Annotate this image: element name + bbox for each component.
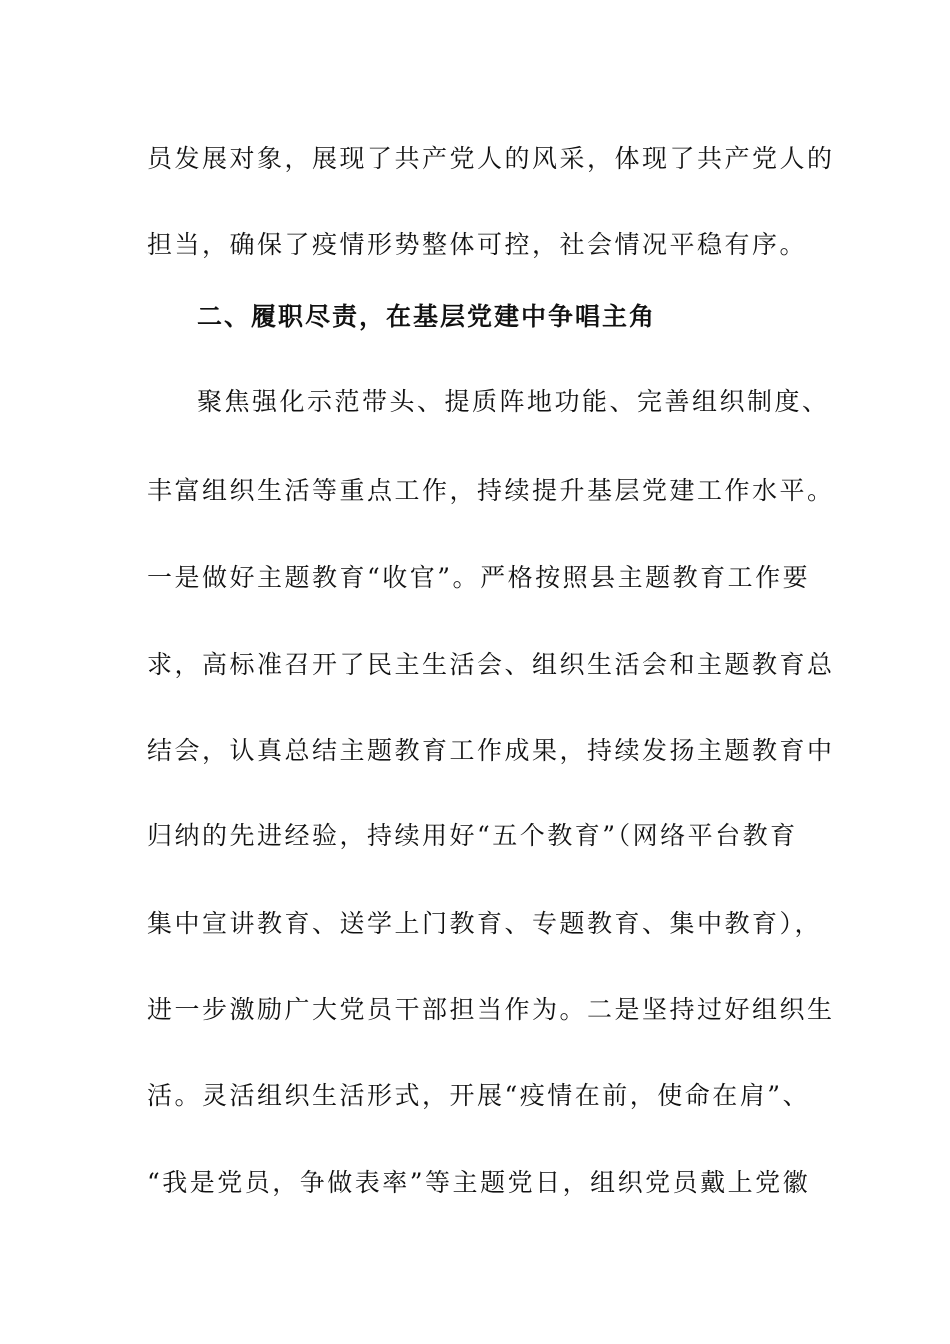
body-text-line: 聚焦强化示范带头、提质阵地功能、完善组织制度、 xyxy=(197,387,830,416)
body-text-line: 活。灵活组织生活形式，开展“疫情在前，使命在肩”、 xyxy=(147,1081,811,1110)
body-text-line: 归纳的先进经验，持续用好“五个教育”（网络平台教育 xyxy=(147,821,798,850)
body-text-line: 丰富组织生活等重点工作，持续提升基层党建工作水平。 xyxy=(147,476,835,505)
section-heading: 二、履职尽责，在基层党建中争唱主角 xyxy=(197,302,657,331)
body-text-line: 担当，确保了疫情形势整体可控，社会情况平稳有序。 xyxy=(147,230,808,259)
body-text-line: 员发展对象，展现了共产党人的风采，体现了共产党人的 xyxy=(147,144,835,173)
body-text-line: 一是做好主题教育“收官”。严格按照县主题教育工作要 xyxy=(147,563,811,592)
body-text-line: 集中宣讲教育、送学上门教育、专题教育、集中教育）， xyxy=(147,909,823,938)
body-text-line: 结会，认真总结主题教育工作成果，持续发扬主题教育中 xyxy=(147,736,835,765)
body-text-line: “我是党员，争做表率”等主题党日，组织党员戴上党徽 xyxy=(147,1168,811,1197)
body-text-line: 进一步激励广大党员干部担当作为。二是坚持过好组织生 xyxy=(147,995,835,1024)
body-text-line: 求，高标准召开了民主生活会、组织生活会和主题教育总 xyxy=(147,650,835,679)
